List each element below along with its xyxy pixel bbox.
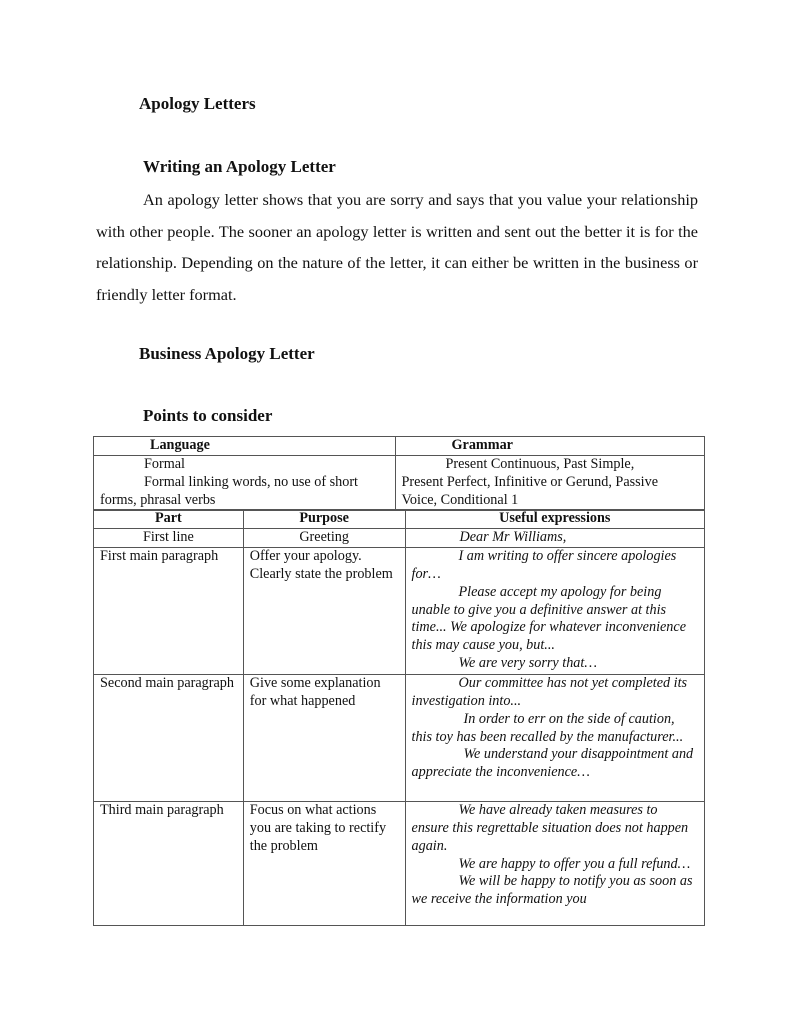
language-line-3: forms, phrasal verbs <box>100 491 216 508</box>
language-grammar-table <box>93 436 705 511</box>
header-purpose: Purpose <box>243 510 405 529</box>
expression: Our committee has not yet completed its investigation into... <box>411 674 688 709</box>
expression: We understand your disappointment and appreciate the inconvenience… <box>411 746 694 781</box>
language-cell <box>94 455 396 510</box>
table-row <box>94 674 705 801</box>
language-line-1: Formal <box>144 455 185 472</box>
intro-paragraph-text: An apology letter shows that you are sorry and says that you value your relationship with other people. The sooner an apology letter is written and sent out the better it is for the relationship. Depending on the nature of the letter, it can either be written in the business or friendly letter format. <box>96 190 698 304</box>
subsection-heading: Business Apology Letter <box>139 344 315 363</box>
part-cell: Second main paragraph <box>94 674 244 801</box>
purpose-cell: Greeting <box>243 528 405 547</box>
expression: We are happy to offer you a full refund… <box>458 855 691 872</box>
table-row <box>94 528 705 547</box>
expressions-cell <box>405 674 704 801</box>
header-grammar: Grammar <box>395 437 705 456</box>
table-row <box>94 455 705 510</box>
expression: We have already taken measures to ensure this regrettable situation does not happen again. <box>411 801 689 854</box>
points-heading: Points to consider <box>143 406 273 425</box>
grammar-line-3: Voice, Conditional 1 <box>401 491 519 508</box>
header-useful-expressions: Useful expressions <box>405 510 704 529</box>
header-language: Language <box>94 437 396 456</box>
grammar-line-2: Present Perfect, Infinitive or Gerund, Passive <box>401 473 658 490</box>
letter-structure-table <box>93 509 705 926</box>
purpose-cell: Give some explanation for what happened <box>243 674 405 801</box>
part-cell: Third main paragraph <box>94 801 244 925</box>
grammar-cell <box>395 455 705 510</box>
language-line-2: Formal linking words, no use of short <box>144 473 358 490</box>
expression: We are very sorry that… <box>458 655 597 672</box>
header-part: Part <box>94 510 244 529</box>
expressions-cell <box>405 801 704 925</box>
table-header-row <box>94 437 705 456</box>
intro-paragraph <box>96 184 698 310</box>
table-header-row <box>94 510 705 529</box>
section-heading: Writing an Apology Letter <box>143 157 336 176</box>
grammar-line-1: Present Continuous, Past Simple, <box>445 455 635 472</box>
purpose-cell: Focus on what actions you are taking to rectify the problem <box>243 801 405 925</box>
expression: In order to err on the side of caution, this toy has been recalled by the manufacturer... <box>411 710 684 745</box>
expressions-cell: Dear Mr Williams, <box>405 528 704 547</box>
purpose-cell: Offer your apology. Clearly state the problem <box>243 547 405 674</box>
expressions-cell <box>405 547 704 674</box>
expression: We will be happy to notify you as soon as we receive the information you <box>411 873 693 908</box>
document-title: Apology Letters <box>139 94 256 113</box>
table-row <box>94 547 705 674</box>
expression: I am writing to offer sincere apologies for… <box>411 547 677 582</box>
expression: Please accept my apology for being unable to give you a definitive answer at this time... We apologize for whatever inconvenience this may cause you, but... <box>411 583 686 654</box>
part-cell: First main paragraph <box>94 547 244 674</box>
table-row <box>94 801 705 925</box>
part-cell: First line <box>94 528 244 547</box>
